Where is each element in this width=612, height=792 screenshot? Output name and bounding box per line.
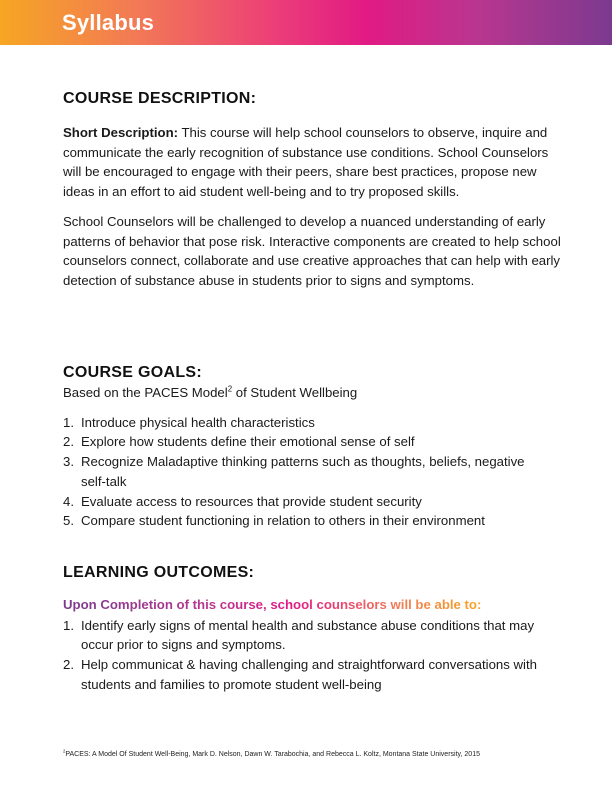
- short-description-label: Short Description:: [63, 125, 179, 140]
- course-goals-intro: [63, 383, 563, 403]
- list-text: Compare student functioning in relation to others in their environment: [81, 513, 485, 529]
- short-description-text: This course will help school counselors to observe, inquire and communicate the early recognition of substance use conditions. School Counselors will be encouraged to engage with their peers, share best practices, propose new ideas in an effort to aid student well-being and to try proposed skills.: [63, 125, 549, 200]
- list-item: [63, 616, 563, 655]
- list-number: 2.: [63, 434, 74, 450]
- course-goals-section: [63, 364, 563, 531]
- course-goals-heading: COURSE GOALS:: [63, 364, 203, 381]
- learning-outcomes-section: [63, 564, 563, 695]
- course-description-section: [63, 90, 563, 291]
- course-description-heading: COURSE DESCRIPTION:: [63, 90, 257, 107]
- learning-outcomes-subheading: Upon Completion of this course, school counselors will be able to:: [63, 597, 482, 612]
- list-item: [63, 655, 563, 694]
- list-item: [63, 511, 563, 531]
- footnote: [63, 748, 480, 758]
- page-title: Syllabus: [62, 10, 155, 35]
- list-item: [63, 432, 563, 452]
- list-number: 5.: [63, 513, 74, 529]
- course-goals-intro-text-end: of Student Wellbeing: [232, 385, 358, 400]
- list-text: Recognize Maladaptive thinking patterns such as thoughts, beliefs, negative self-talk: [81, 454, 525, 489]
- short-description-paragraph: [63, 123, 563, 202]
- list-text: Identify early signs of mental health and substance abuse conditions that may occur prior to signs and symptoms.: [81, 617, 535, 653]
- footnote-text: PACES: A Model Of Student Well-Being, Mark D. Nelson, Dawn W. Tarabochia, and Rebecca L. Koltz, Montana State University, 2015: [65, 751, 480, 758]
- course-goals-intro-text: Based on the PACES Model: [63, 385, 228, 400]
- footnote-ref: 2: [227, 384, 233, 394]
- list-text: Evaluate access to resources that provide student security: [81, 493, 422, 509]
- list-item: [63, 492, 563, 512]
- learning-outcomes-list: [63, 616, 563, 695]
- learning-outcomes-heading: LEARNING OUTCOMES:: [63, 564, 255, 581]
- list-number: 3.: [63, 454, 74, 470]
- course-goals-list: [63, 413, 563, 531]
- list-text: Help communicat & having challenging and straightforward conversations with students and families to promote student well-being: [81, 657, 537, 692]
- header-bar: [0, 0, 612, 45]
- learning-outcomes-subheading-line: [63, 595, 563, 615]
- list-text: Explore how students define their emotional sense of self: [81, 434, 415, 450]
- list-number: 1.: [63, 617, 74, 633]
- list-number: 4.: [63, 493, 74, 509]
- description-paragraph-2: School Counselors will be challenged to develop a nuanced understanding of early patterns of behavior that pose risk. Interactive components are created to help school counselors connect, collaborate and use creative approaches that can help with early detection of substance abuse in students prior to signs and symptoms.: [63, 213, 561, 288]
- list-item: [63, 452, 563, 491]
- list-number: 1.: [63, 414, 74, 430]
- list-number: 2.: [63, 657, 74, 673]
- list-item: [63, 413, 563, 433]
- footnote-marker: 2: [63, 748, 66, 754]
- list-text: Introduce physical health characteristics: [81, 414, 315, 430]
